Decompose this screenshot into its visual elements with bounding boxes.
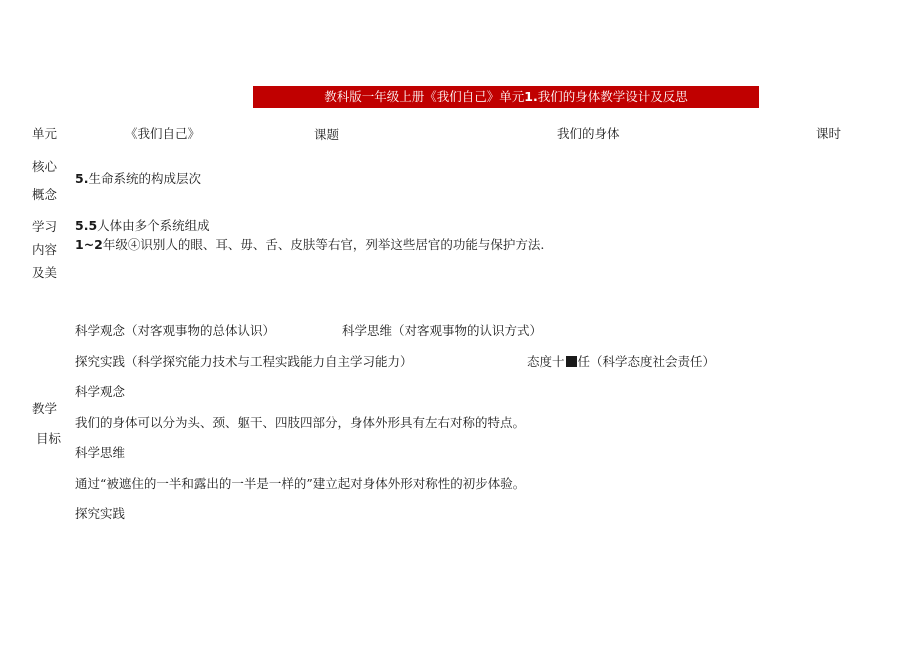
learning-content-label-2: 内容 [32, 242, 58, 257]
text-concept: 我们的身体可以分为头、颈、躯干、四肢四部分，身体外形具有左右对称的特点。 [75, 415, 526, 430]
legend-thinking: 科学思维（对客观事物的认识方式） [342, 323, 543, 338]
topic-label: 课题 [314, 127, 340, 142]
legend-attitude-pre: 态度十 [527, 354, 565, 369]
learning-content-item-2 [75, 237, 544, 253]
unit-value: 《我们自己》 [125, 126, 201, 141]
topic-value: 我们的身体 [557, 126, 620, 141]
title-number: 1. [524, 89, 538, 104]
heading-concept: 科学观念 [75, 384, 126, 399]
learning-content-label-3: 及美 [32, 265, 58, 280]
legend-concept: 科学观念（对客观事物的总体认识） [75, 323, 276, 338]
learning-item-1-text: 人体由多个系统组成 [97, 218, 210, 233]
core-concept-label-2: 概念 [32, 187, 58, 202]
legend-attitude [527, 354, 715, 370]
title-prefix: 教科版一年级上册《我们自己》单元 [324, 89, 525, 104]
legend-practice: 探究实践（科学探究能力技术与工程实践能力自主学习能力） [75, 354, 413, 369]
goals-label-2: 目标 [36, 431, 62, 446]
learning-item-2-number: 1~2 [75, 237, 103, 252]
core-concept-description: 生命系统的构成层次 [88, 171, 201, 186]
heading-practice: 探究实践 [75, 506, 126, 521]
hours-label: 课时 [816, 126, 842, 141]
core-concept-text [75, 171, 201, 187]
learning-item-1-number: 5.5 [75, 218, 98, 233]
core-concept-number: 5. [75, 171, 89, 186]
learning-content-label-1: 学习 [32, 219, 58, 234]
heading-thinking: 科学思维 [75, 445, 126, 460]
title-suffix: 我们的身体教学设计及反思 [537, 89, 688, 104]
core-concept-label-1: 核心 [32, 159, 58, 174]
document-title [253, 86, 759, 108]
legend-attitude-post: 任（科学态度社会责任） [577, 354, 716, 369]
text-thinking: 通过“被遮住的一半和露出的一半是一样的”建立起对身体外形对称性的初步体验。 [75, 476, 526, 491]
goals-label-1: 教学 [32, 401, 58, 416]
learning-item-2-text: 年级④识别人的眼、耳、毋、舌、皮肤等右官，列举这些居官的功能与保护方法. [102, 237, 545, 252]
learning-content-item-1 [75, 218, 210, 234]
unit-label: 单元 [32, 126, 58, 141]
redacted-block-icon [566, 356, 577, 367]
